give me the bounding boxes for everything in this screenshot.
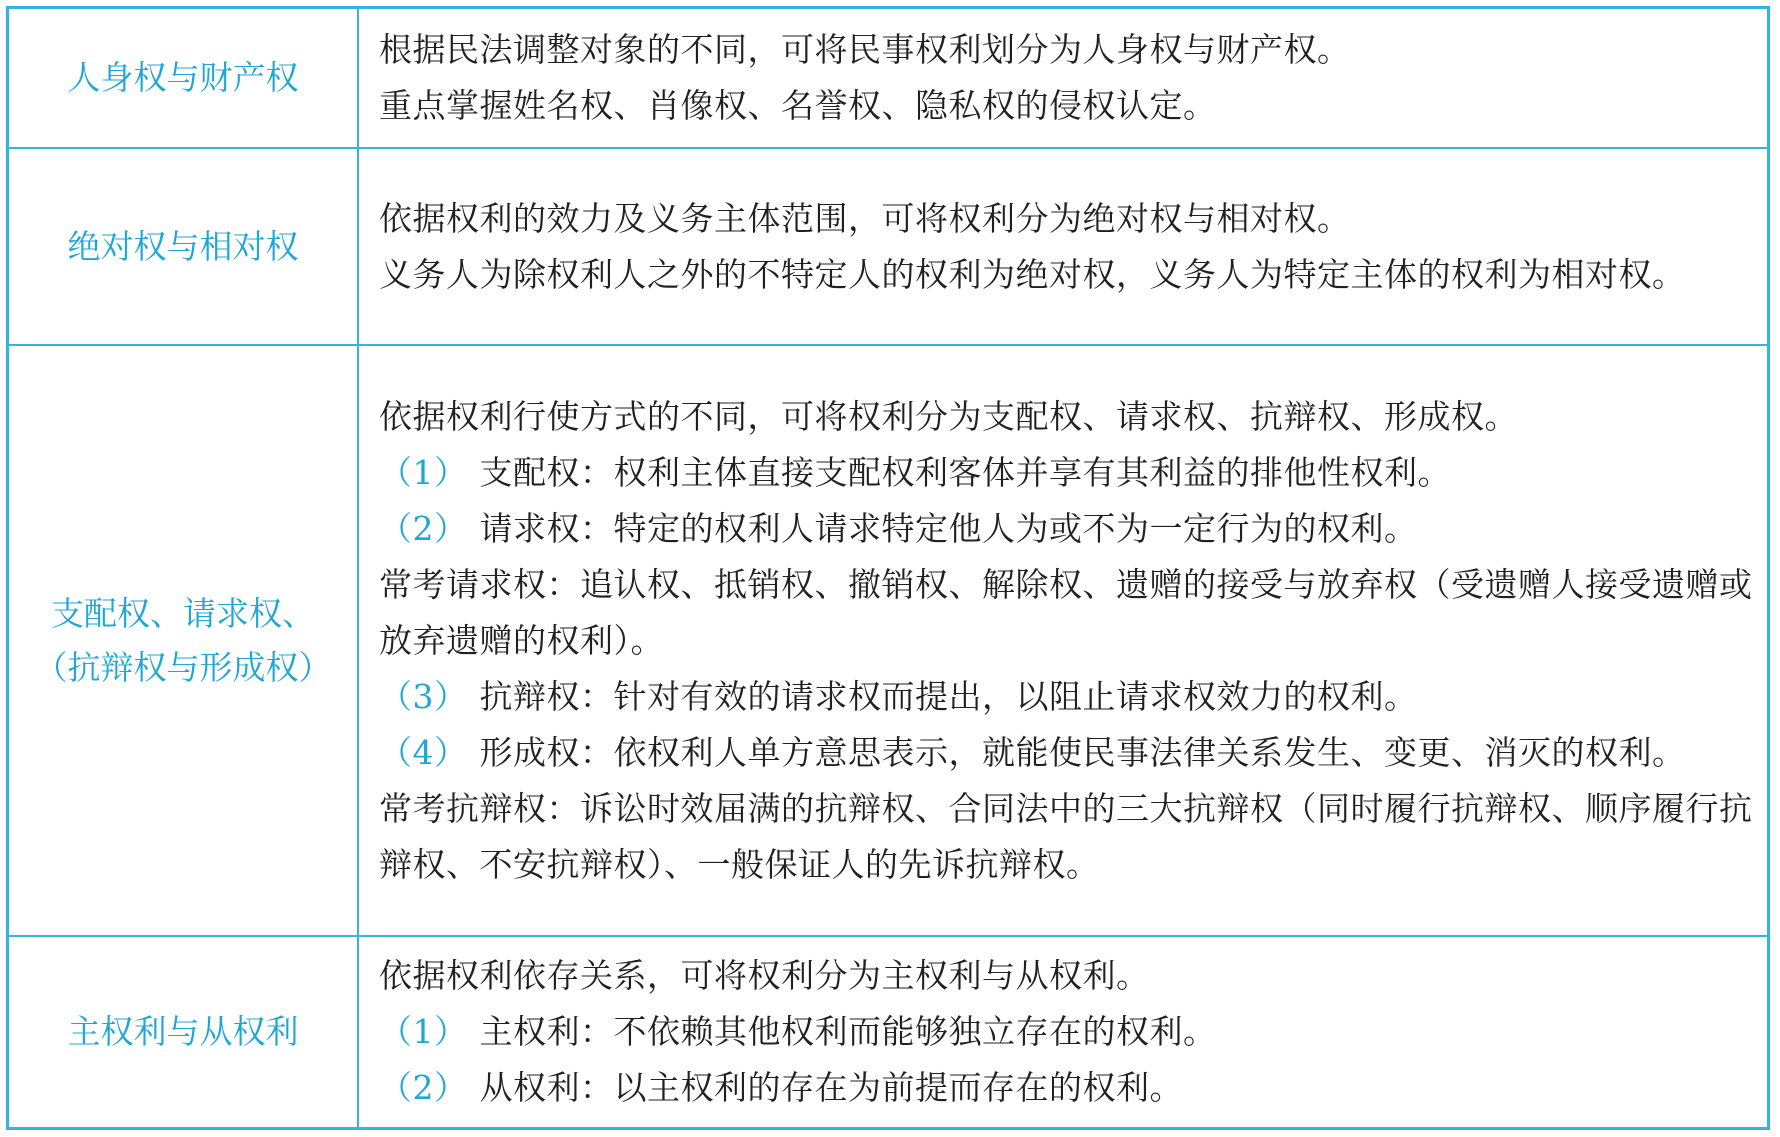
item-number: （2） [379, 1068, 468, 1107]
category-label: 人身权与财产权 [67, 58, 299, 97]
item-text: 支配权：权利主体直接支配权利客体并享有其利益的排他性权利。 [479, 452, 1451, 492]
numbered-item [379, 725, 1757, 781]
numbered-item [379, 1060, 1757, 1116]
rights-classification-table [6, 6, 1770, 1130]
category-absolute-relative-rights [9, 149, 359, 346]
category-label: 主权利与从权利 [67, 1012, 299, 1051]
numbered-item [379, 501, 1757, 557]
numbered-item [379, 445, 1757, 501]
item-number: （4） [379, 732, 468, 772]
category-label-line: 支配权、请求权、 [51, 593, 315, 633]
content-absolute-relative-rights [359, 149, 1767, 346]
item-text: 从权利：以主权利的存在为前提而存在的权利。 [479, 1068, 1183, 1107]
content-line: 重点掌握姓名权、肖像权、名誉权、隐私权的侵权认定。 [379, 86, 1217, 125]
content-principal-accessory-rights [359, 937, 1767, 1127]
category-personal-property-rights [9, 9, 359, 149]
item-number: （3） [379, 676, 468, 716]
content-line: 义务人为除权利人之外的不特定人的权利为绝对权，义务人为特定主体的权利为相对权。 [379, 254, 1686, 294]
content-line: 常考抗辩权：诉讼时效届满的抗辩权、合同法中的三大抗辩权（同时履行抗辩权、顺序履行抗辩权、不安抗辩权）、一般保证人的先诉抗辩权。 [379, 788, 1753, 884]
content-line: 依据权利的效力及义务主体范围，可将权利分为绝对权与相对权。 [379, 198, 1351, 238]
category-label-line: （抗辩权与形成权） [34, 647, 332, 687]
item-number: （1） [379, 452, 468, 492]
item-text: 形成权：依权利人单方意思表示，就能使民事法律关系发生、变更、消灭的权利。 [479, 732, 1686, 772]
category-principal-accessory-rights [9, 937, 359, 1127]
item-text: 主权利：不依赖其他权利而能够独立存在的权利。 [479, 1012, 1217, 1051]
item-number: （1） [379, 1012, 468, 1051]
category-dominion-claim-rights [9, 346, 359, 937]
content-line: 依据权利行使方式的不同，可将权利分为支配权、请求权、抗辩权、形成权。 [379, 396, 1518, 436]
content-line: 常考请求权：追认权、抵销权、撤销权、解除权、遗赠的接受与放弃权（受遗赠人接受遗赠或放弃遗赠的权利）。 [379, 564, 1753, 660]
numbered-item [379, 669, 1757, 725]
content-line: 依据权利依存关系，可将权利分为主权利与从权利。 [379, 956, 1150, 995]
content-dominion-claim-rights [359, 346, 1767, 937]
content-personal-property-rights [359, 9, 1767, 149]
category-label: 绝对权与相对权 [67, 226, 299, 266]
item-text: 请求权：特定的权利人请求特定他人为或不为一定行为的权利。 [479, 508, 1418, 548]
content-line: 根据民法调整对象的不同，可将民事权利划分为人身权与财产权。 [379, 30, 1351, 69]
item-text: 抗辩权：针对有效的请求权而提出，以阻止请求权效力的权利。 [479, 676, 1418, 716]
item-number: （2） [379, 508, 468, 548]
numbered-item [379, 1004, 1757, 1060]
